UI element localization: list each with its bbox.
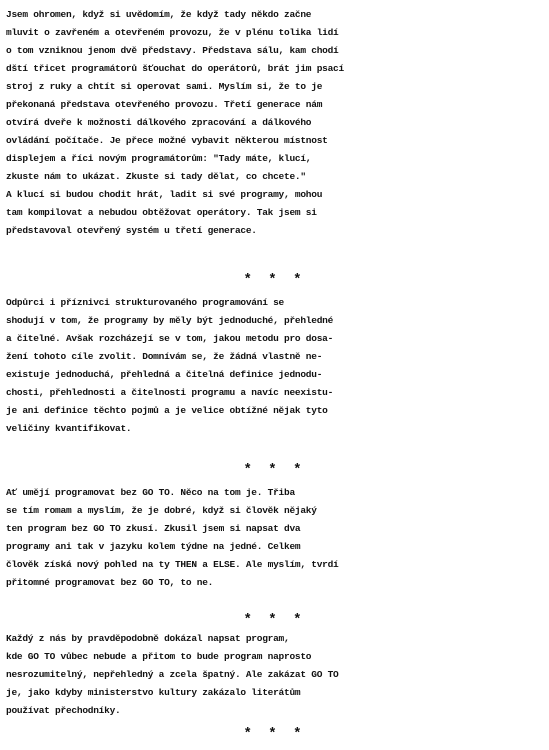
text-line: zkuste nám to ukázat. Zkuste si tady dělat, co chcete." xyxy=(6,171,306,182)
text-line: představoval otevřený systém u třetí generace. xyxy=(6,225,257,236)
text-line: je ani definice těchto pojmů a je velice obtížné nějak tyto xyxy=(6,405,328,416)
text-line: Odpůrci i příznivci strukturovaného programování se xyxy=(6,297,284,308)
text-line: mluvit o zavřeném a otevřeném provozu, že v plénu tolika lidí xyxy=(6,27,339,38)
text-line: nesrozumitelný, nepřehledný a zcela špatný. Ale zakázat GO TO xyxy=(6,669,339,680)
section-separator: * * * xyxy=(243,462,306,478)
section-separator: * * * xyxy=(243,612,306,628)
text-line: stroj z ruky a chtít si operovat sami. Myslím si, že to je xyxy=(6,81,323,92)
text-line: překonaná představa otevřeného provozu. Třetí generace nám xyxy=(6,99,323,110)
paragraph-go-to xyxy=(6,484,543,592)
paragraph-forbidding-go-to xyxy=(6,630,543,720)
text-line: je, jako kdyby ministerstvo kultury zakázalo literátům xyxy=(6,687,301,698)
text-line: žení tohoto cíle zvolit. Domnívám se, že žádná vlastně ne- xyxy=(6,351,323,362)
paragraph-open-system xyxy=(6,6,543,240)
text-line: přitomné programovat bez GO TO, to ne. xyxy=(6,577,214,588)
text-line: Jsem ohromen, když si uvědomím, že když tady někdo začne xyxy=(6,9,312,20)
text-line: ten program bez GO TO zkusí. Zkusil jsem si napsat dva xyxy=(6,523,301,534)
text-line: programy ani tak v jazyku kolem týdne na jedné. Celkem xyxy=(6,541,301,552)
text-line: tam kompilovat a nebudou obtěžovat operátory. Tak jsem si xyxy=(6,207,317,218)
text-line: Ať umějí programovat bez GO TO. Něco na tom je. Třiba xyxy=(6,487,295,498)
text-line: chosti, přehlednosti a čitelnosti programu a navíc neexistu- xyxy=(6,387,334,398)
text-line: otvírá dveře k možnosti dálkového zpracování a dálkového xyxy=(6,117,312,128)
text-line: se tím romam a myslím, že je dobré, když si člověk nějaký xyxy=(6,505,317,516)
text-line: používat přechodníky. xyxy=(6,705,121,716)
text-line: a čitelné. Avšak rozcházejí se v tom, jakou metodu pro dosa- xyxy=(6,333,334,344)
text-line: displejem a říci novým programátorům: "Tady máte, klucí, xyxy=(6,153,312,164)
text-line: kde GO TO vůbec nebude a přitom to bude program naprosto xyxy=(6,651,312,662)
text-line: dští třicet programátorů šťouchat do operátorů, brát jim psací xyxy=(6,63,344,74)
text-line: veličiny kvantifikovat. xyxy=(6,423,132,434)
text-line: o tom vzniknou jenom dvě představy. Představa sálu, kam chodí xyxy=(6,45,339,56)
text-line: shodují v tom, že programy by měly být jednoduché, přehledné xyxy=(6,315,334,326)
text-line: A klucí si budou chodit hrát, ladit si své programy, mohou xyxy=(6,189,323,200)
text-line: Každý z nás by pravděpodobně dokázal napsat program, xyxy=(6,633,290,644)
text-line: ovládání počítače. Je přece možné vybavit některou místnost xyxy=(6,135,328,146)
paragraph-structured-programming xyxy=(6,294,543,438)
section-separator: * * * xyxy=(243,726,306,742)
text-line: existuje jednoduchá, přehledná a čitelná definice jednodu- xyxy=(6,369,323,380)
section-separator: * * * xyxy=(243,272,306,288)
text-line: člověk získá nový pohled na ty THEN a ELSE. Ale myslím, tvrdí xyxy=(6,559,339,570)
